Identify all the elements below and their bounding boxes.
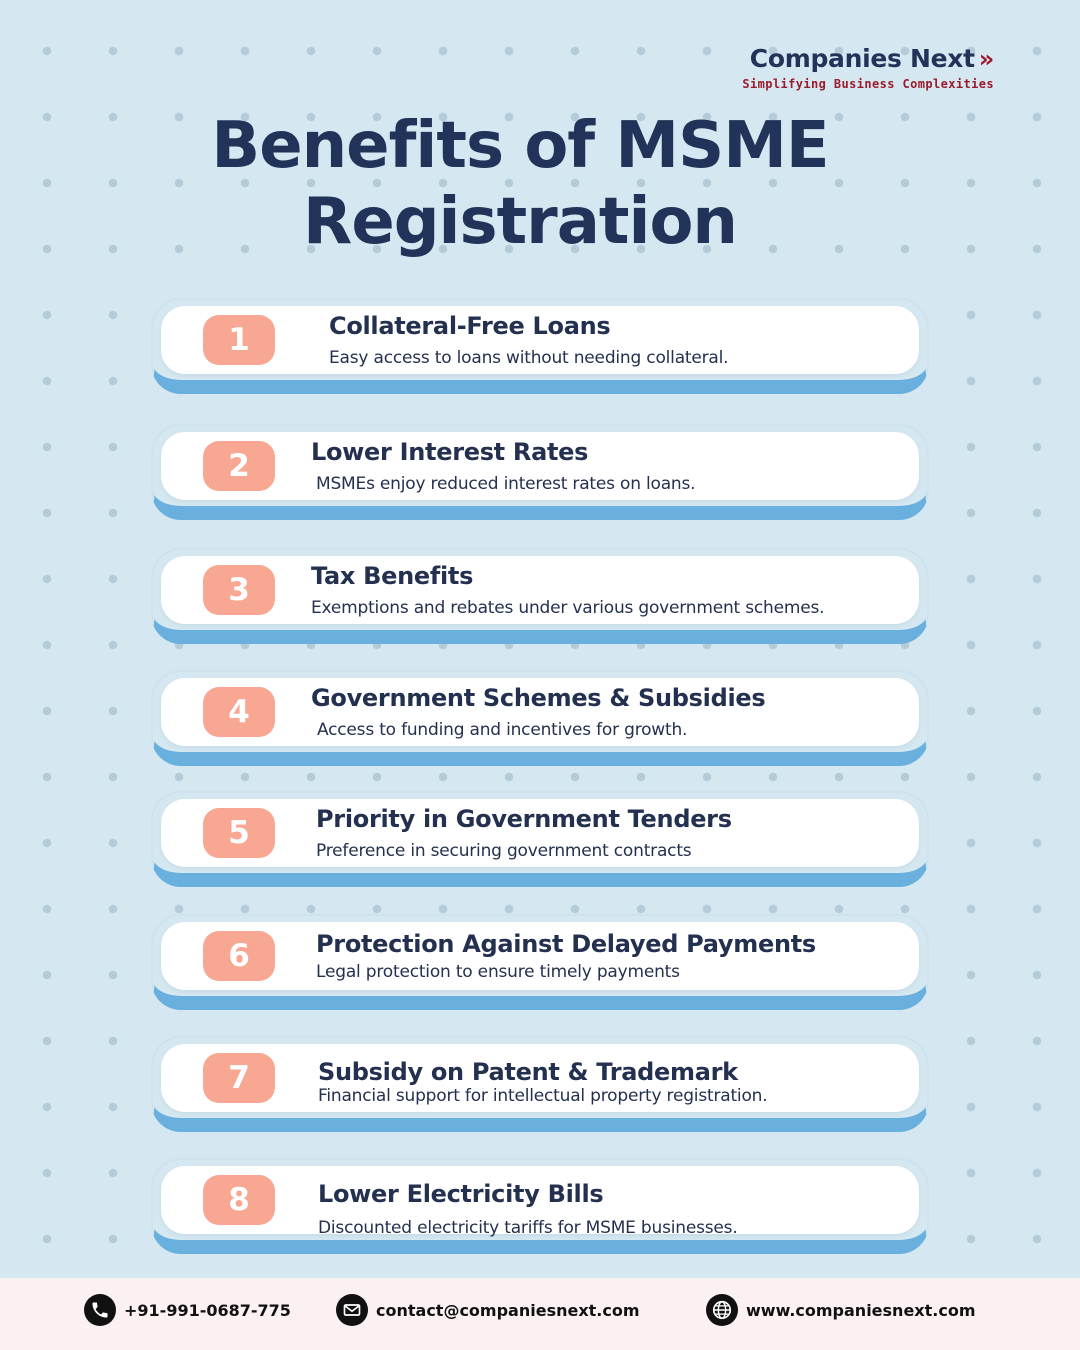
number-badge: 6	[203, 931, 275, 981]
page-title-line-1: Benefits of MSME	[211, 109, 829, 183]
footer	[0, 1278, 1080, 1350]
phone-contact[interactable]	[84, 1294, 291, 1326]
page-title-line-2: Registration	[303, 185, 737, 259]
benefit-title: Subsidy on Patent & Trademark	[318, 1058, 738, 1086]
benefit-card-6	[151, 914, 929, 1010]
benefit-title: Lower Electricity Bills	[318, 1180, 604, 1208]
brand-logo	[742, 44, 994, 91]
number-badge: 7	[203, 1053, 275, 1103]
benefit-title: Collateral-Free Loans	[329, 312, 611, 340]
website-url: www.companiesnext.com	[746, 1300, 976, 1320]
benefit-description: Preference in securing government contracts	[316, 841, 692, 861]
benefit-card-1	[151, 298, 929, 394]
benefit-title: Lower Interest Rates	[311, 438, 589, 466]
number-badge: 1	[203, 315, 275, 365]
phone-number: +91-991-0687-775	[124, 1300, 291, 1320]
benefit-title: Tax Benefits	[311, 562, 474, 590]
email-address: contact@companiesnext.com	[376, 1300, 640, 1320]
benefit-card-4	[151, 670, 929, 766]
email-contact[interactable]	[336, 1294, 640, 1326]
benefit-description: Discounted electricity tariffs for MSME businesses.	[318, 1218, 738, 1238]
globe-icon	[706, 1294, 738, 1326]
website-contact[interactable]	[706, 1294, 975, 1326]
benefit-card-3	[151, 548, 929, 644]
number-badge: 2	[203, 441, 275, 491]
benefit-card-7	[151, 1036, 929, 1132]
chevrons-icon: »	[978, 45, 994, 73]
benefit-title: Government Schemes & Subsidies	[311, 684, 766, 712]
benefit-title: Protection Against Delayed Payments	[316, 930, 816, 958]
benefit-description: Easy access to loans without needing collateral.	[329, 348, 729, 368]
brand-tagline: Simplifying Business Complexities	[742, 77, 994, 91]
benefit-card-8	[151, 1158, 929, 1254]
number-badge: 8	[203, 1175, 275, 1225]
envelope-icon	[336, 1294, 368, 1326]
brand-name: Companies Next	[749, 44, 975, 73]
benefit-title: Priority in Government Tenders	[316, 805, 732, 833]
benefit-card-2	[151, 424, 929, 520]
benefit-description: MSMEs enjoy reduced interest rates on loans.	[316, 474, 696, 494]
page-title	[160, 108, 880, 260]
number-badge: 3	[203, 565, 275, 615]
benefit-card-5	[151, 791, 929, 887]
number-badge: 4	[203, 687, 275, 737]
benefit-description: Financial support for intellectual property registration.	[318, 1086, 768, 1106]
benefit-description: Legal protection to ensure timely payments	[316, 962, 680, 982]
phone-icon	[84, 1294, 116, 1326]
benefit-description: Exemptions and rebates under various government schemes.	[311, 598, 825, 618]
benefit-description: Access to funding and incentives for growth.	[317, 720, 688, 740]
number-badge: 5	[203, 808, 275, 858]
